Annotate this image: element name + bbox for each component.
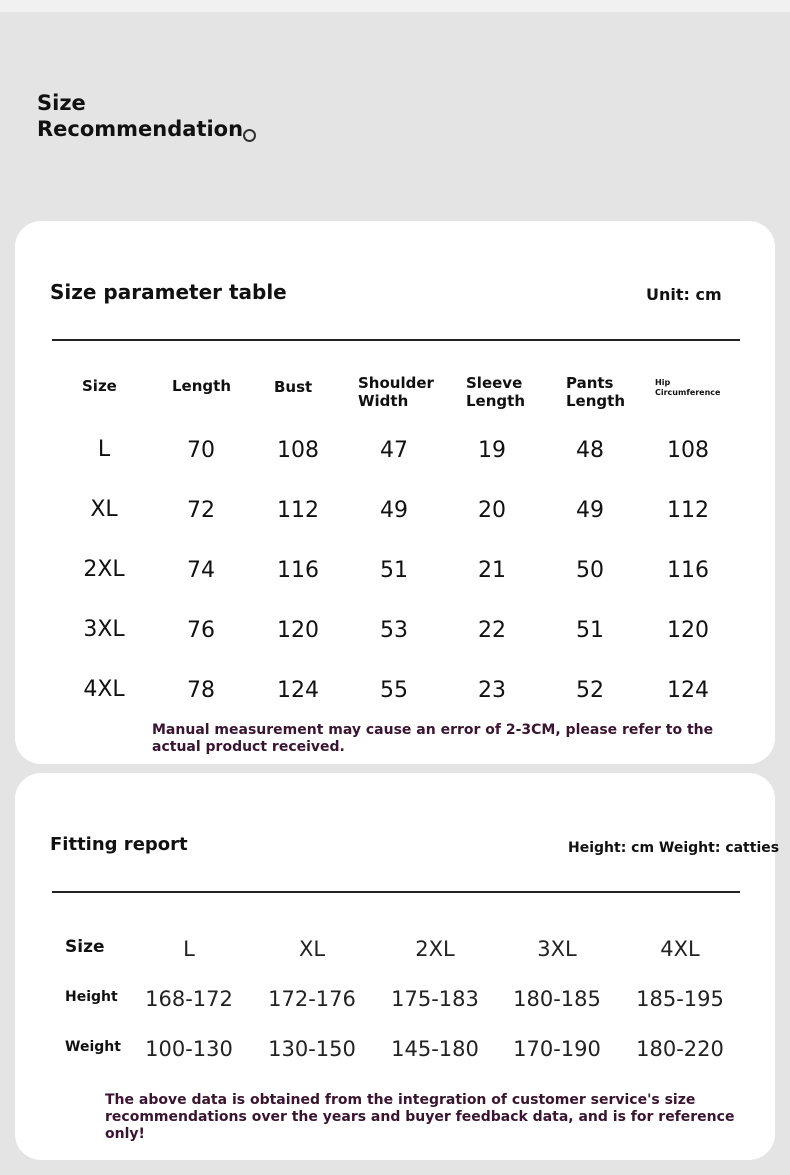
cell-size: 2XL	[83, 557, 125, 582]
size-parameter-card	[15, 221, 775, 764]
cell-size: L	[97, 437, 111, 462]
cell-hip-circumference: 116	[667, 558, 709, 583]
cell-weight: 170-190	[513, 1037, 601, 1061]
cell-pants-length: 48	[576, 438, 604, 463]
measurement-note: Manual measurement may cause an error of 2-3CM, please refer to the actual product received.	[152, 722, 714, 755]
cell-length: 74	[187, 558, 215, 583]
cell-height: 172-176	[268, 987, 356, 1011]
header-pants-length: Pants Length	[566, 374, 625, 410]
cell-pants-length: 49	[576, 498, 604, 523]
cell-sleeve-length: 22	[478, 618, 506, 643]
cell-size: 3XL	[83, 617, 125, 642]
cell-height: 180-185	[513, 987, 601, 1011]
size-table-divider	[52, 339, 740, 341]
cell-height: 168-172	[145, 987, 233, 1011]
cell-length: 70	[187, 438, 215, 463]
cell-bust: 120	[277, 618, 319, 643]
header-hip-circumference: Hip Circumference	[655, 378, 721, 397]
circle-icon	[243, 129, 256, 142]
cell-weight: 130-150	[268, 1037, 356, 1061]
row-label-size: Size	[65, 937, 105, 957]
fitting-report-title: Fitting report	[50, 834, 188, 855]
cell-length: 78	[187, 678, 215, 703]
page-title: Size Recommendation	[37, 91, 244, 141]
cell-sleeve-length: 21	[478, 558, 506, 583]
cell-shoulder-width: 49	[380, 498, 408, 523]
cell-sleeve-length: 19	[478, 438, 506, 463]
header-shoulder-width: Shoulder Width	[358, 374, 434, 410]
cell-bust: 108	[277, 438, 319, 463]
cell-hip-circumference: 108	[667, 438, 709, 463]
cell-shoulder-width: 55	[380, 678, 408, 703]
header-bust: Bust	[274, 378, 313, 396]
cell-hip-circumference: 124	[667, 678, 709, 703]
size-table-title: Size parameter table	[50, 280, 287, 304]
cell-shoulder-width: 53	[380, 618, 408, 643]
cell-size: 3XL	[537, 937, 577, 961]
cell-pants-length: 51	[576, 618, 604, 643]
cell-sleeve-length: 23	[478, 678, 506, 703]
cell-weight: 145-180	[391, 1037, 479, 1061]
cell-pants-length: 52	[576, 678, 604, 703]
cell-length: 72	[187, 498, 215, 523]
row-label-height: Height	[65, 989, 118, 1005]
cell-shoulder-width: 47	[380, 438, 408, 463]
fitting-report-unit: Height: cm Weight: catties	[568, 840, 780, 856]
cell-shoulder-width: 51	[380, 558, 408, 583]
cell-height: 175-183	[391, 987, 479, 1011]
cell-sleeve-length: 20	[478, 498, 506, 523]
cell-bust: 116	[277, 558, 319, 583]
reference-note: The above data is obtained from the integration of customer service's size recommendations over the years and buyer feedback data, and is for reference only!	[105, 1092, 735, 1142]
cell-length: 76	[187, 618, 215, 643]
cell-size: XL	[90, 497, 118, 522]
cell-size: 4XL	[660, 937, 700, 961]
cell-pants-length: 50	[576, 558, 604, 583]
cell-hip-circumference: 120	[667, 618, 709, 643]
cell-weight: 180-220	[636, 1037, 724, 1061]
cell-height: 185-195	[636, 987, 724, 1011]
header-size: Size	[82, 377, 117, 395]
cell-size: 2XL	[415, 937, 455, 961]
cell-size: XL	[298, 937, 326, 961]
cell-bust: 124	[277, 678, 319, 703]
fitting-report-card	[15, 773, 780, 1160]
header-length: Length	[172, 377, 231, 395]
cell-size: 4XL	[83, 677, 125, 702]
fitting-report-divider	[52, 891, 740, 893]
cell-size: L	[183, 937, 195, 961]
cell-hip-circumference: 112	[667, 498, 709, 523]
row-label-weight: Weight	[65, 1039, 121, 1055]
size-table-unit: Unit: cm	[646, 285, 722, 304]
header-sleeve-length: Sleeve Length	[466, 374, 525, 410]
cell-weight: 100-130	[145, 1037, 233, 1061]
cell-bust: 112	[277, 498, 319, 523]
top-strip	[0, 0, 790, 12]
